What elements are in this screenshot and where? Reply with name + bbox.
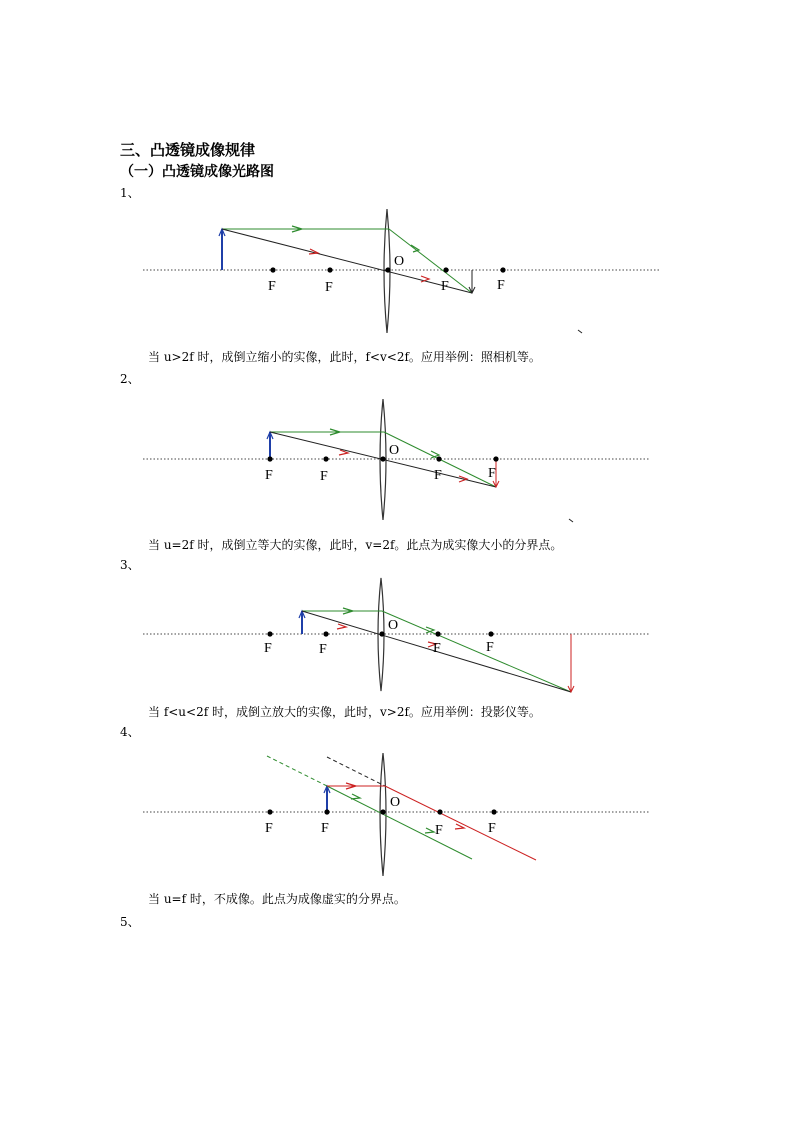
diagram-caption: 当 f<u<2f 时，成倒立放大的实像，此时，v>2f。应用举例：投影仪等。 [148, 705, 541, 719]
virtual-extension [327, 757, 385, 786]
focal-point [435, 631, 440, 636]
focal-label: F [325, 280, 333, 295]
focal-point [436, 456, 441, 461]
focal-label: F [488, 821, 496, 836]
focal-point [491, 809, 496, 814]
optical-center [380, 809, 385, 814]
center-label: O [388, 618, 399, 633]
subsection-title: （一）凸透镜成像光路图 [120, 164, 274, 180]
refracted-ray [382, 611, 571, 692]
focal-point [488, 631, 493, 636]
focal-point [323, 631, 328, 636]
focal-point [493, 456, 498, 461]
focal-point [443, 267, 448, 272]
focal-label: F [433, 641, 441, 656]
focal-point [270, 267, 275, 272]
stray-mark [578, 330, 582, 333]
item-number: 4、 [120, 725, 140, 739]
focal-point [500, 267, 505, 272]
diagram-caption: 当 u=f 时，不成像。此点为成像虚实的分界点。 [148, 892, 406, 906]
focal-point [267, 456, 272, 461]
focal-label: F [320, 469, 328, 484]
center-label: O [394, 254, 405, 269]
focal-point [437, 809, 442, 814]
item-number: 3、 [120, 558, 140, 572]
optical-center [380, 456, 385, 461]
ray-direction-arrow [421, 276, 429, 282]
ray-direction-arrow [455, 824, 464, 829]
ray-diagram-2 [143, 399, 650, 522]
focal-label: F [488, 466, 496, 481]
focal-label: F [321, 821, 329, 836]
focal-point [323, 456, 328, 461]
focal-label: F [268, 279, 276, 294]
item-number: 5、 [120, 915, 140, 929]
ray-diagram-1 [143, 209, 660, 333]
diagram-caption: 当 u=2f 时，成倒立等大的实像，此时，v=2f。此点为成实像大小的分界点。 [148, 538, 563, 552]
center-label: O [389, 443, 400, 458]
virtual-extension [267, 756, 327, 786]
ray-direction-arrow [351, 794, 360, 799]
focal-label: F [319, 642, 327, 657]
stray-mark [569, 519, 573, 522]
ray-diagram-4 [143, 753, 650, 876]
focal-point [267, 809, 272, 814]
focal-point [324, 809, 329, 814]
optical-center [379, 631, 384, 636]
section-title: 三、凸透镜成像规律 [120, 141, 256, 159]
focal-label: F [435, 823, 443, 838]
focal-point [267, 631, 272, 636]
ray-diagram-3 [143, 578, 650, 692]
focal-label: F [434, 468, 442, 483]
focal-label: F [265, 468, 273, 483]
focal-label: F [441, 279, 449, 294]
focal-label: F [486, 640, 494, 655]
focal-label: F [265, 821, 273, 836]
ray-direction-arrow [425, 828, 434, 833]
optical-center [385, 267, 390, 272]
refracted-ray [385, 786, 536, 860]
ray-direction-arrow [337, 624, 346, 629]
focal-label: F [497, 278, 505, 293]
item-number: 1、 [120, 186, 140, 200]
focal-point [327, 267, 332, 272]
item-number: 2、 [120, 372, 140, 386]
diagram-caption: 当 u>2f 时，成倒立缩小的实像，此时，f<v<2f。应用举例：照相机等。 [148, 350, 541, 364]
center-ray [222, 229, 472, 293]
center-label: O [390, 795, 401, 810]
focal-label: F [264, 641, 272, 656]
